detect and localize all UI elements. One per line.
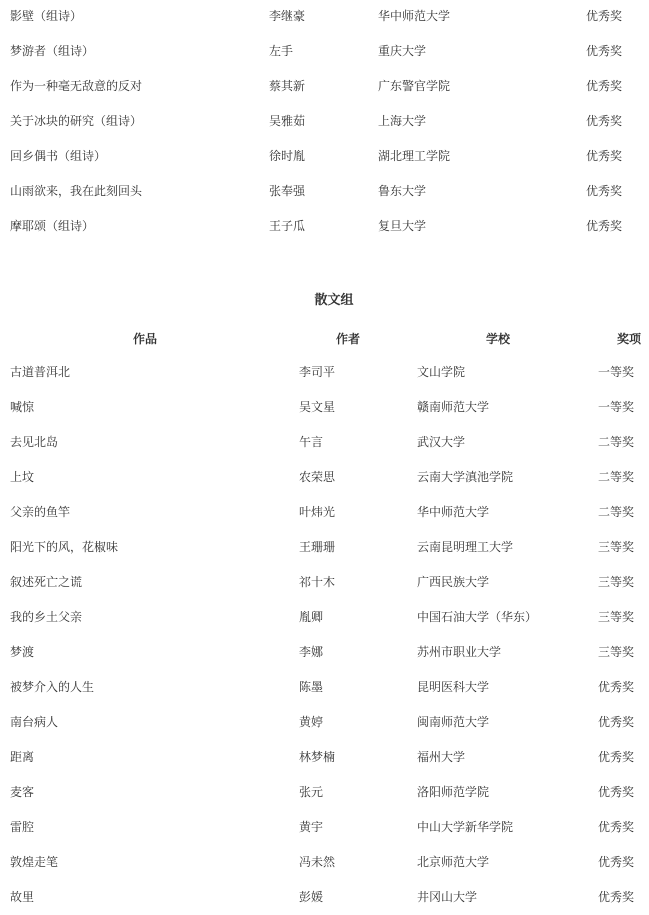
cell-award: 优秀奖 xyxy=(598,750,635,764)
cell-school: 闽南师范大学 xyxy=(417,715,490,729)
cell-award: 一等奖 xyxy=(598,365,635,379)
cell-title: 我的乡土父亲 xyxy=(10,610,83,624)
cell-school: 中国石油大学（华东） xyxy=(417,610,538,624)
cell-school: 云南大学滇池学院 xyxy=(417,470,514,484)
table-row xyxy=(0,845,649,880)
cell-school: 广西民族大学 xyxy=(417,575,490,589)
cell-author: 祁十木 xyxy=(299,575,336,589)
cell-award: 优秀奖 xyxy=(598,820,635,834)
cell-title: 南台病人 xyxy=(10,715,59,729)
table-row xyxy=(0,0,649,34)
cell-author: 午言 xyxy=(299,435,324,449)
table-row xyxy=(0,390,649,425)
cell-award: 优秀奖 xyxy=(598,680,635,694)
cell-title: 去见北岛 xyxy=(10,435,59,449)
section-title-prose: 散文组 xyxy=(314,293,354,308)
cell-author: 张奉强 xyxy=(269,184,306,198)
cell-title: 摩耶颂（组诗） xyxy=(10,219,95,233)
cell-school: 北京师范大学 xyxy=(417,855,490,869)
cell-award: 二等奖 xyxy=(598,435,635,449)
cell-author: 彭媛 xyxy=(299,890,324,904)
cell-title: 作为一种毫无敌意的反对 xyxy=(10,79,143,93)
cell-school: 华中师范大学 xyxy=(417,505,490,519)
cell-award: 三等奖 xyxy=(598,575,635,589)
cell-title: 麦客 xyxy=(10,785,35,799)
cell-title: 距离 xyxy=(10,750,35,764)
table-row xyxy=(0,880,649,915)
cell-title: 被梦介入的人生 xyxy=(10,680,95,694)
cell-school: 赣南师范大学 xyxy=(417,400,490,414)
cell-school: 昆明医科大学 xyxy=(417,680,490,694)
cell-author: 农荣思 xyxy=(299,470,336,484)
cell-award: 一等奖 xyxy=(598,400,635,414)
table-row xyxy=(0,635,649,670)
cell-school: 湖北理工学院 xyxy=(378,149,451,163)
cell-school: 广东警官学院 xyxy=(378,79,451,93)
table-row xyxy=(0,460,649,495)
cell-award: 优秀奖 xyxy=(598,715,635,729)
cell-school: 云南昆明理工大学 xyxy=(417,540,514,554)
cell-award: 二等奖 xyxy=(598,505,635,519)
header-award: 奖项 xyxy=(617,332,642,346)
cell-author: 冯未然 xyxy=(299,855,336,869)
cell-school: 福州大学 xyxy=(417,750,466,764)
cell-school: 洛阳师范学院 xyxy=(417,785,490,799)
cell-title: 故里 xyxy=(10,890,35,904)
cell-title: 父亲的鱼竿 xyxy=(10,505,71,519)
table-row xyxy=(0,355,649,390)
cell-award: 优秀奖 xyxy=(586,79,623,93)
cell-award: 二等奖 xyxy=(598,470,635,484)
table-row xyxy=(0,69,649,104)
table-row xyxy=(0,600,649,635)
cell-author: 李司平 xyxy=(299,365,336,379)
cell-author: 林梦楠 xyxy=(299,750,336,764)
table-row xyxy=(0,425,649,460)
cell-author: 王子瓜 xyxy=(269,219,306,233)
cell-title: 喊惊 xyxy=(10,400,35,414)
cell-title: 叙述死亡之谎 xyxy=(10,575,83,589)
cell-award: 优秀奖 xyxy=(586,9,623,23)
cell-award: 三等奖 xyxy=(598,645,635,659)
cell-award: 优秀奖 xyxy=(586,149,623,163)
cell-author: 左手 xyxy=(269,44,294,58)
cell-title: 雷腔 xyxy=(10,820,35,834)
cell-award: 三等奖 xyxy=(598,610,635,624)
cell-author: 李娜 xyxy=(299,645,324,659)
cell-title: 梦渡 xyxy=(10,645,35,659)
cell-author: 张元 xyxy=(299,785,324,799)
cell-title: 梦游者（组诗） xyxy=(10,44,95,58)
cell-author: 吴雅茹 xyxy=(269,114,306,128)
table-row xyxy=(0,740,649,775)
cell-school: 华中师范大学 xyxy=(378,9,451,23)
cell-school: 武汉大学 xyxy=(417,435,466,449)
cell-title: 关于冰块的研究（组诗） xyxy=(10,114,143,128)
cell-school: 文山学院 xyxy=(417,365,466,379)
cell-award: 优秀奖 xyxy=(586,184,623,198)
cell-author: 黄宇 xyxy=(299,820,324,834)
cell-author: 陈墨 xyxy=(299,680,324,694)
cell-title: 回乡偶书（组诗） xyxy=(10,149,107,163)
cell-author: 叶炜光 xyxy=(299,505,336,519)
cell-author: 李继豪 xyxy=(269,9,306,23)
cell-title: 影壁（组诗） xyxy=(10,9,83,23)
cell-title: 山雨欲来，我在此刻回头 xyxy=(10,184,143,198)
cell-award: 优秀奖 xyxy=(598,855,635,869)
table-row xyxy=(0,174,649,209)
cell-award: 优秀奖 xyxy=(598,890,635,904)
cell-author: 蔡其新 xyxy=(269,79,306,93)
table-row xyxy=(0,495,649,530)
cell-school: 鲁东大学 xyxy=(378,184,427,198)
cell-title: 阳光下的风，花椒味 xyxy=(10,540,119,554)
table-row xyxy=(0,139,649,174)
cell-award: 三等奖 xyxy=(598,540,635,554)
cell-award: 优秀奖 xyxy=(586,44,623,58)
header-school: 学校 xyxy=(486,332,511,346)
cell-school: 苏州市职业大学 xyxy=(417,645,502,659)
table-row xyxy=(0,775,649,810)
table-row xyxy=(0,565,649,600)
cell-author: 王珊珊 xyxy=(299,540,336,554)
cell-school: 中山大学新华学院 xyxy=(417,820,514,834)
cell-author: 黄婷 xyxy=(299,715,324,729)
cell-title: 敦煌走笔 xyxy=(10,855,59,869)
cell-author: 胤卿 xyxy=(299,610,324,624)
cell-author: 徐时胤 xyxy=(269,149,306,163)
cell-school: 井冈山大学 xyxy=(417,890,478,904)
table-row xyxy=(0,670,649,705)
table-row xyxy=(0,34,649,69)
cell-award: 优秀奖 xyxy=(586,114,623,128)
table-row xyxy=(0,530,649,565)
cell-school: 复旦大学 xyxy=(378,219,427,233)
cell-school: 上海大学 xyxy=(378,114,427,128)
cell-award: 优秀奖 xyxy=(586,219,623,233)
table-row xyxy=(0,104,649,139)
cell-title: 上坟 xyxy=(10,470,35,484)
table-row xyxy=(0,705,649,740)
header-author: 作者 xyxy=(336,332,361,346)
header-title: 作品 xyxy=(133,332,158,346)
table-row xyxy=(0,810,649,845)
cell-author: 吴文星 xyxy=(299,400,336,414)
cell-award: 优秀奖 xyxy=(598,785,635,799)
cell-title: 古道普洱北 xyxy=(10,365,71,379)
table-row xyxy=(0,209,649,244)
cell-school: 重庆大学 xyxy=(378,44,427,58)
